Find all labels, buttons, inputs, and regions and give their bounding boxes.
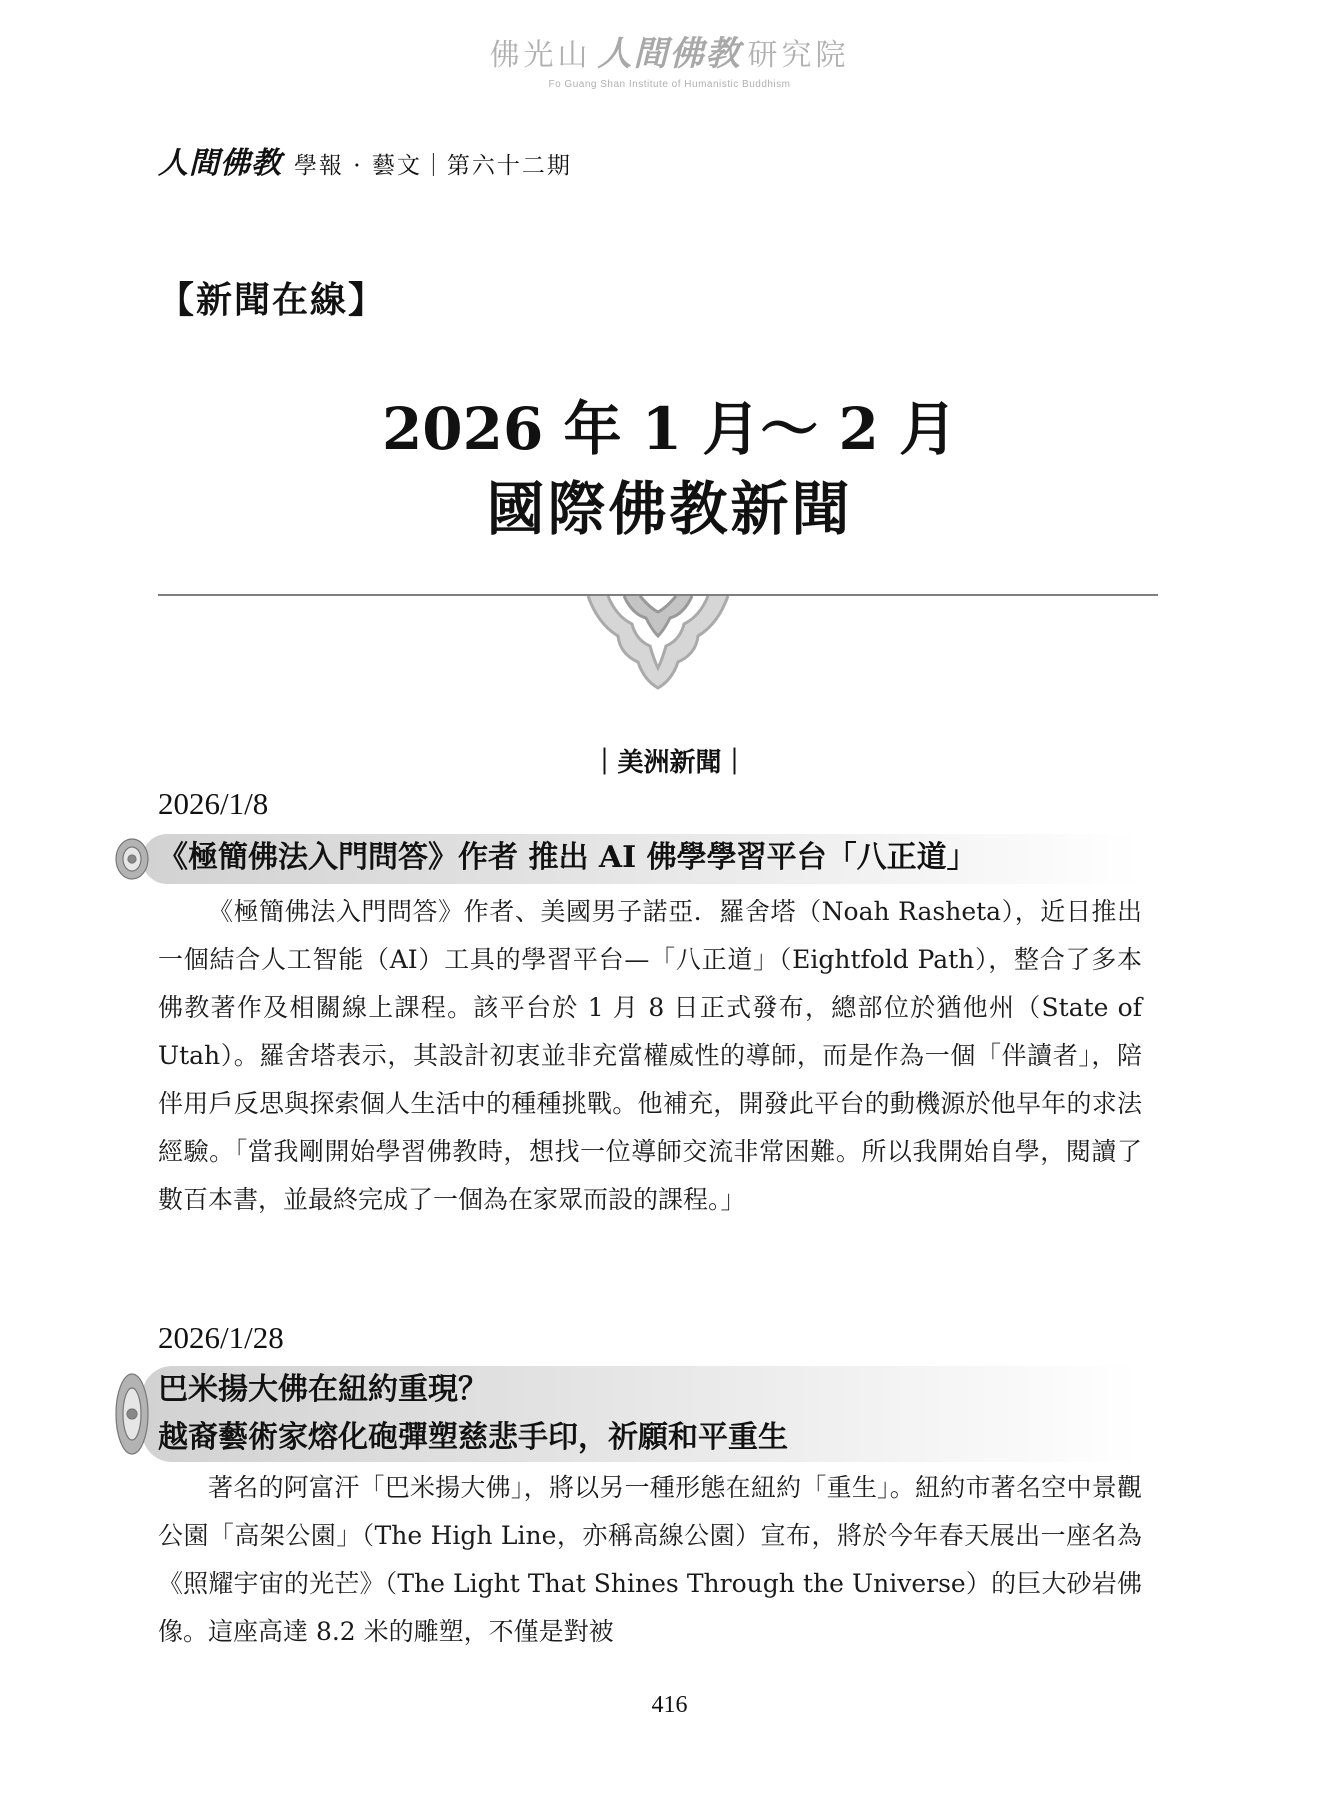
article-headline: 越裔藝術家熔化砲彈塑慈悲手印，祈願和平重生: [158, 1420, 788, 1455]
title-date-range: 2026 年 1 月～ 2 月: [381, 395, 958, 463]
journal-issue: 學報 · 藝文｜第六十二期: [294, 153, 572, 179]
page-title: [0, 390, 1339, 550]
section-label: 【新聞在線】: [158, 279, 387, 321]
lotus-icon: [112, 1366, 158, 1462]
watermark-logo: 人間佛教: [597, 34, 742, 74]
article-headline: 巴米揚大佛在紐約重現？: [158, 1372, 488, 1407]
article-body: 著名的阿富汗「巴米揚大佛」，將以另一種形態在紐約「重生」。紐約市著名空中景觀公園「高架公園」（The High Line，亦稱高線公園）宣布，將於今年春天展出一座名為《照耀宇宙的光芒》（The Light That Shines Through the Universe）的巨大砂岩佛像。這座高達 8.2 米的雕塑，不僅是對被: [158, 1473, 1142, 1646]
watermark-header: [0, 26, 1339, 90]
journal-logo: 人間佛教: [158, 146, 282, 181]
article-headline-banner: [112, 1366, 1142, 1462]
lotus-ornament-icon: [588, 596, 728, 688]
article-body: 《極簡佛法入門問答》作者、美國男子諾亞．羅舍塔（Noah Rasheta），近日推出一個結合人工智能（AI）工具的學習平台—「八正道」（Eightfold Path），整合了多本佛教著作及相關線上課程。該平台於 1 月 8 日正式發布，總部位於猶他州（State of Utah）。羅舍塔表示，其設計初衷並非充當權威性的導師，而是作為一個「伴讀者」，陪伴用戶反思與探索個人生活中的種種挑戰。他補充，開發此平台的動機源於他早年的求法經驗。「當我剛開始學習佛教時，想找一位導師交流非常困難。所以我開始自學，閱讀了數百本書，並最終完成了一個為在家眾而設的課程。」: [158, 897, 1142, 1214]
watermark-english: Fo Guang Shan Institute of Humanistic Buddhism: [548, 79, 791, 90]
article-date: 2026/1/28: [158, 1320, 284, 1355]
running-header: [158, 138, 572, 182]
watermark-right: 研究院: [747, 38, 850, 73]
lotus-divider: [158, 584, 1158, 694]
article-headline-banner: [112, 834, 1142, 884]
watermark-left: 佛光山: [489, 38, 592, 73]
lotus-icon: [112, 834, 158, 884]
article-date: 2026/1/8: [158, 786, 269, 821]
region-heading: ｜美洲新聞｜: [591, 748, 748, 778]
page-number: 416: [651, 1692, 688, 1718]
article-headline: 《極簡佛法入門問答》作者 推出 AI 佛學學習平台「八正道」: [158, 840, 977, 875]
title-main: 國際佛教新聞: [486, 475, 853, 543]
